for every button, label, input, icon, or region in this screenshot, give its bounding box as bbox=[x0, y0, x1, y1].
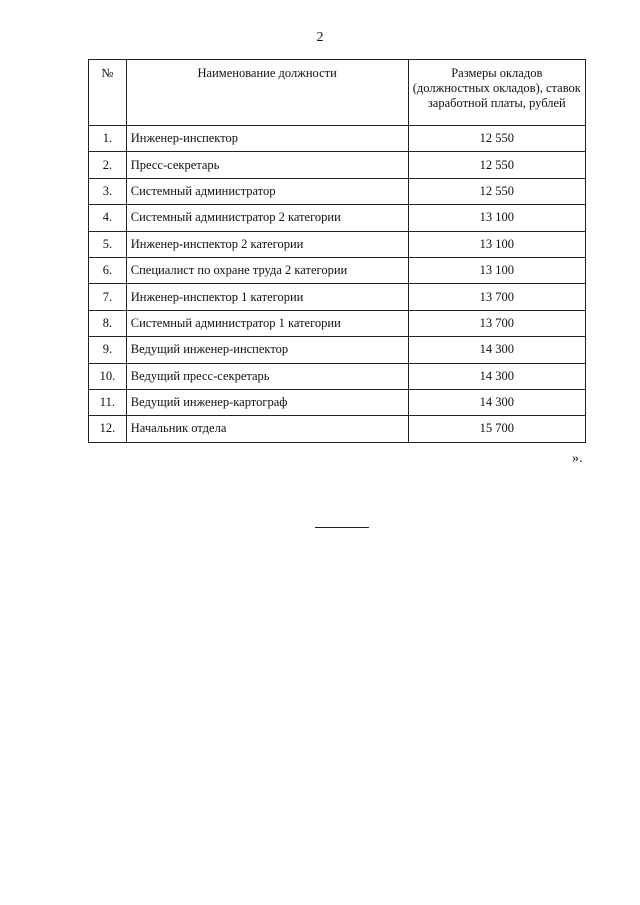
row-position-name: Ведущий инженер-картограф bbox=[126, 389, 408, 415]
row-position-name: Инженер-инспектор 2 категории bbox=[126, 231, 408, 257]
row-salary: 12 550 bbox=[408, 178, 585, 204]
row-salary: 14 300 bbox=[408, 363, 585, 389]
row-number: 4. bbox=[89, 205, 127, 231]
row-salary: 13 100 bbox=[408, 257, 585, 283]
table-row bbox=[89, 416, 586, 442]
row-salary: 13 100 bbox=[408, 231, 585, 257]
header-position-name: Наименование должности bbox=[126, 60, 408, 126]
row-salary: 13 100 bbox=[408, 205, 585, 231]
closing-quote: ». bbox=[572, 451, 583, 466]
row-number: 11. bbox=[89, 389, 127, 415]
table-row bbox=[89, 231, 586, 257]
row-number: 2. bbox=[89, 152, 127, 178]
row-salary: 13 700 bbox=[408, 310, 585, 336]
table-row bbox=[89, 389, 586, 415]
row-number: 3. bbox=[89, 178, 127, 204]
row-number: 6. bbox=[89, 257, 127, 283]
row-position-name: Системный администратор 1 категории bbox=[126, 310, 408, 336]
table-row bbox=[89, 284, 586, 310]
row-salary: 12 550 bbox=[408, 152, 585, 178]
row-number: 7. bbox=[89, 284, 127, 310]
salary-table bbox=[88, 59, 586, 443]
row-salary: 12 550 bbox=[408, 126, 585, 152]
table-row bbox=[89, 363, 586, 389]
table-header bbox=[89, 60, 586, 126]
table-row bbox=[89, 152, 586, 178]
separator-line bbox=[315, 527, 369, 528]
header-number: № bbox=[89, 60, 127, 126]
table-row bbox=[89, 126, 586, 152]
row-position-name: Пресс-секретарь bbox=[126, 152, 408, 178]
row-salary: 15 700 bbox=[408, 416, 585, 442]
header-salary: Размеры окладов (должностных окладов), ставок заработной платы, рублей bbox=[408, 60, 585, 126]
row-number: 5. bbox=[89, 231, 127, 257]
table-row bbox=[89, 257, 586, 283]
row-number: 8. bbox=[89, 310, 127, 336]
row-salary: 13 700 bbox=[408, 284, 585, 310]
row-number: 9. bbox=[89, 337, 127, 363]
table-row bbox=[89, 310, 586, 336]
row-number: 1. bbox=[89, 126, 127, 152]
table-body bbox=[89, 126, 586, 443]
header-row bbox=[89, 60, 586, 126]
row-position-name: Инженер-инспектор bbox=[126, 126, 408, 152]
row-position-name: Инженер-инспектор 1 категории bbox=[126, 284, 408, 310]
row-position-name: Ведущий пресс-секретарь bbox=[126, 363, 408, 389]
row-position-name: Начальник отдела bbox=[126, 416, 408, 442]
row-position-name: Системный администратор bbox=[126, 178, 408, 204]
table-row bbox=[89, 178, 586, 204]
row-salary: 14 300 bbox=[408, 337, 585, 363]
row-number: 10. bbox=[89, 363, 127, 389]
row-number: 12. bbox=[89, 416, 127, 442]
row-position-name: Специалист по охране труда 2 категории bbox=[126, 257, 408, 283]
row-position-name: Системный администратор 2 категории bbox=[126, 205, 408, 231]
row-salary: 14 300 bbox=[408, 389, 585, 415]
row-position-name: Ведущий инженер-инспектор bbox=[126, 337, 408, 363]
table-row bbox=[89, 337, 586, 363]
page-number: 2 bbox=[316, 30, 324, 45]
table-row bbox=[89, 205, 586, 231]
